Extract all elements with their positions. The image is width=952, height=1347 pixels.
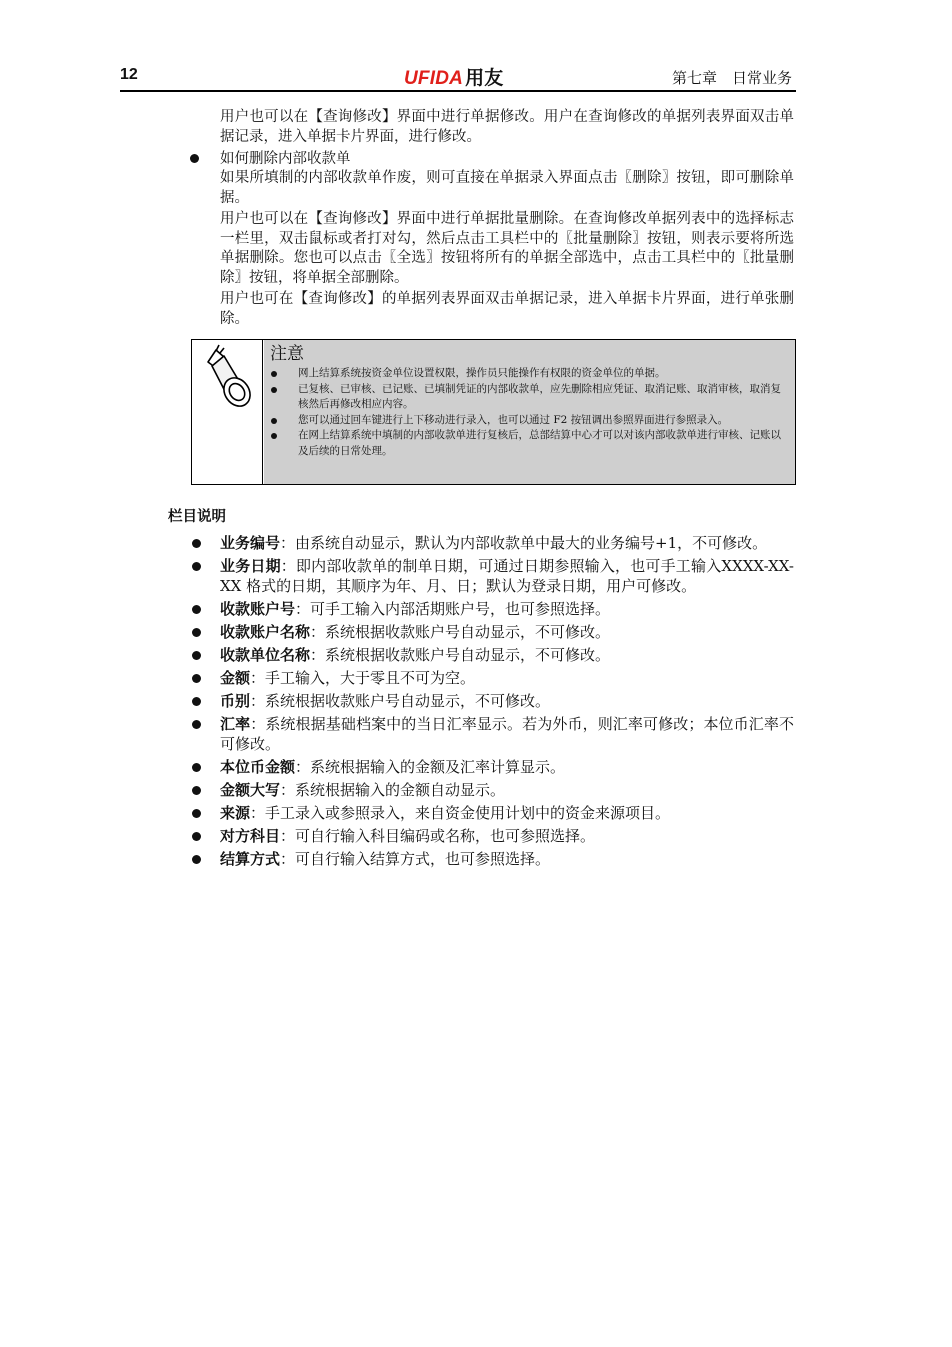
intro-paragraph-3: 用户也可以在【查询修改】界面中进行单据批量删除。在查询修改单据列表中的选择标志一栏里，双击鼠标或者打对勾，然后点击工具栏中的〖批量删除〗按钮，则表示要将所选单据删除。您也可以点击〖全选〗按钮将所有的单据全部选中，点击工具栏中的〖批量删除〗按钮，将单据全部删除。 [220,211,794,286]
page-content [120,108,796,872]
field-item [220,780,794,800]
note-item-text: 已复核、已审核、已记账、已填制凭证的内部收款单，应先删除相应凭证、取消记账、取消审核，取消复核然后再修改相应内容。 [298,382,781,410]
field-desc: ：由系统自动显示，默认为内部收款单中最大的业务编号+1，不可修改。 [280,534,768,552]
bullet-dot [192,697,201,706]
intro-paragraph-2: 如果所填制的内部收款单作废，则可直接在单据录入界面点击〖删除〗按钮，即可删除单据。 [220,170,794,206]
bullet-dot [192,786,201,795]
field-name: 本位币金额 [220,758,296,776]
field-item [220,757,794,777]
field-item [220,826,794,846]
note-item-text: 网上结算系统按资金单位设置权限，操作员只能操作有权限的资金单位的单据。 [298,367,666,379]
field-desc: ：系统根据收款账户号自动显示，不可修改。 [310,646,611,664]
field-item [220,691,794,711]
field-name: 业务日期 [220,557,281,575]
field-name: 来源 [220,804,251,822]
brand-logo-en: UFIDA [404,68,464,89]
field-name: 金额 [220,669,251,687]
bullet-dot [192,674,201,683]
note-item [264,366,795,382]
delete-topic-title: 如何删除内部收款单 [220,151,351,167]
field-desc: ：可自行输入科目编码或名称，也可参照选择。 [280,827,596,845]
field-item [220,645,794,665]
intro-paragraph-1: 用户也可以在【查询修改】界面中进行单据修改。用户在查询修改的单据列表界面双击单据记录，进入单据卡片界面，进行修改。 [220,109,794,145]
field-desc: ：系统根据收款账户号自动显示，不可修改。 [250,692,551,710]
field-name: 结算方式 [220,850,281,868]
field-name: 对方科目 [220,827,281,845]
field-desc: ：手工录入或参照录入，来自资金使用计划中的资金来源项目。 [250,804,671,822]
note-list [264,366,795,459]
field-item [220,849,794,869]
bullet-dot [192,651,201,660]
field-desc: ：即内部收款单的制单日期，可通过日期参照输入，也可手工输入XXXX-XX-XX 格式的日期，其顺序为年、月、日；默认为登录日期，用户可修改。 [220,557,794,595]
field-desc: ：系统根据输入的金额及汇率计算显示。 [295,758,566,776]
note-box [191,339,796,485]
note-item-text: 在网上结算系统中填制的内部收款单进行复核后，总部结算中心才可以对该内部收款单进行审核、记账以及后续的日常处理。 [298,429,781,457]
page-header [120,62,796,92]
bullet-dot [192,855,201,864]
note-icon-cell [192,340,263,484]
bullet-dot [190,154,199,163]
field-desc: ：系统根据输入的金额自动显示。 [280,781,506,799]
bullet-dot [192,809,201,818]
field-item [220,622,794,642]
page-number: 12 [120,66,138,83]
field-name: 金额大写 [220,781,281,799]
bullet-dot [271,433,277,439]
bullet-dot [192,562,201,571]
field-item [220,533,794,553]
megaphone-icon [194,342,260,422]
field-item [220,668,794,688]
field-desc: ：系统根据收款账户号自动显示，不可修改。 [310,623,611,641]
note-item [264,428,795,459]
note-body [264,340,795,484]
brand-logo [404,63,503,90]
field-name: 收款单位名称 [220,646,311,664]
field-item [220,803,794,823]
field-desc: ：可自行输入结算方式，也可参照选择。 [280,850,551,868]
field-desc: ：系统根据基础档案中的当日汇率显示。若为外币，则汇率可修改；本位币汇率不可修改。 [220,715,794,753]
field-desc: ：可手工输入内部活期账户号，也可参照选择。 [295,600,611,618]
note-item [264,413,795,429]
bullet-dot [192,605,201,614]
field-name: 收款账户号 [220,600,296,618]
note-item [264,382,795,413]
bullet-dot [192,832,201,841]
bullet-dot [192,720,201,729]
field-name: 业务编号 [220,534,281,552]
note-item-text: 您可以通过回车键进行上下移动进行录入，也可以通过 F2 按钮调出参照界面进行参照录入。 [298,413,729,426]
intro-paragraph-4: 用户也可在【查询修改】的单据列表界面双击单据记录，进入单据卡片界面，进行单张删除。 [220,291,794,327]
bullet-dot [271,418,277,424]
section-title: 栏目说明 [168,509,226,525]
chapter-title: 第七章 日常业务 [671,69,792,87]
brand-logo-cn: 用友 [465,68,504,89]
field-item [220,714,794,754]
field-item [220,599,794,619]
bullet-dot [192,628,201,637]
note-title: 注意 [270,344,304,364]
field-item [220,556,794,596]
bullet-dot [271,371,277,377]
field-desc: ：手工输入，大于零且不可为空。 [250,669,476,687]
field-name: 收款账户名称 [220,623,311,641]
bullet-dot [192,539,201,548]
field-name: 汇率 [220,715,251,733]
field-name: 币别 [220,692,251,710]
bullet-dot [192,763,201,772]
delete-topic-heading [220,149,794,169]
bullet-dot [271,387,277,393]
